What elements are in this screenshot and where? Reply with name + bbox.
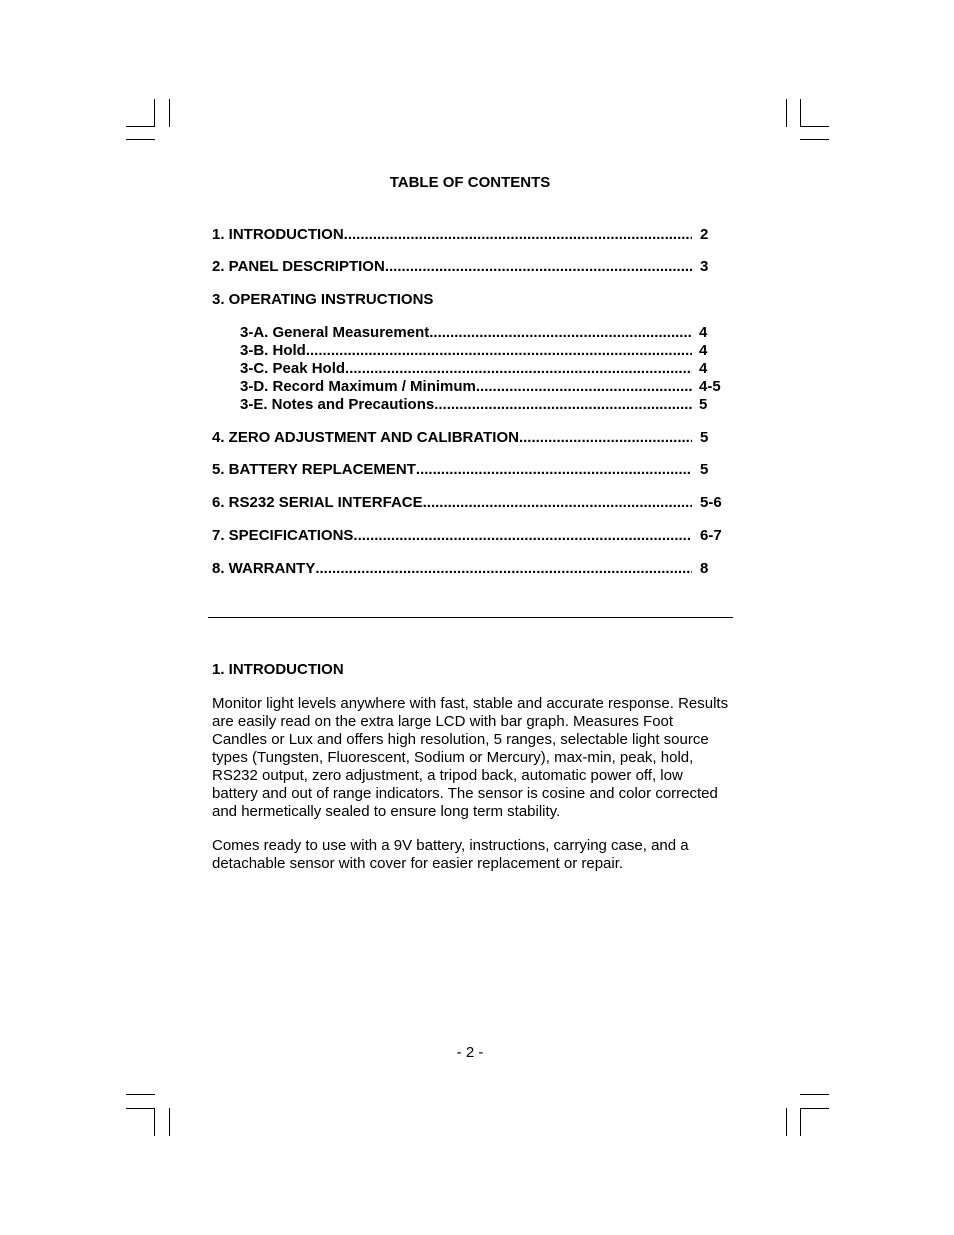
toc-entry[interactable] [212, 527, 692, 545]
toc-leader [476, 378, 692, 395]
toc-subentry[interactable] [240, 324, 692, 342]
toc-entry-page: 8 [700, 560, 709, 577]
page-number: - 2 - [456, 1044, 484, 1061]
section-divider [208, 617, 733, 618]
toc-leader [519, 429, 692, 446]
toc-entry-page: 4 [699, 342, 708, 359]
toc-leader [434, 396, 692, 413]
toc-entry-label: 8. WARRANTY [212, 560, 316, 577]
introduction-heading: 1. INTRODUCTION [212, 661, 344, 678]
toc-entry-page: 4 [699, 324, 708, 341]
toc-entry-page: 2 [700, 226, 709, 243]
toc-entry-label: 6. RS232 SERIAL INTERFACE [212, 494, 423, 511]
toc-entry-page: 5 [700, 429, 709, 446]
toc-entry[interactable] [212, 494, 692, 512]
toc-leader [423, 494, 692, 511]
toc-entry[interactable] [212, 291, 692, 309]
toc-leader [306, 342, 692, 359]
toc-entry-page: 6-7 [700, 527, 722, 544]
toc-entry-label: 3. OPERATING INSTRUCTIONS [212, 291, 434, 308]
toc-subentry[interactable] [240, 396, 692, 414]
toc-entry-label: 2. PANEL DESCRIPTION [212, 258, 385, 275]
toc-entry[interactable] [212, 226, 692, 244]
toc-leader [385, 258, 692, 275]
toc-entry-label: 1. INTRODUCTION [212, 226, 344, 243]
toc-entry-label: 3-A. General Measurement [240, 324, 430, 341]
toc-title: TABLE OF CONTENTS [389, 174, 551, 191]
toc-entry-page: 3 [700, 258, 709, 275]
introduction-paragraph: Comes ready to use with a 9V battery, instructions, carrying case, and a detachable sensor with cover for easier replacement or repair. [212, 837, 689, 872]
toc-entry-label: 3-C. Peak Hold [240, 360, 346, 377]
toc-entry-label: 3-E. Notes and Precautions [240, 396, 435, 413]
toc-entry[interactable] [212, 560, 692, 578]
toc-entry-page: 5-6 [700, 494, 722, 511]
toc-subentry[interactable] [240, 342, 692, 360]
toc-entry-label: 4. ZERO ADJUSTMENT AND CALIBRATION [212, 429, 519, 446]
toc-entry-label: 3-D. Record Maximum / Minimum [240, 378, 476, 395]
toc-entry-page: 4 [699, 360, 708, 377]
toc-leader [416, 461, 692, 478]
toc-entry-label: 3-B. Hold [240, 342, 306, 359]
toc-leader [344, 226, 692, 243]
toc-leader [345, 360, 692, 377]
toc-entry[interactable] [212, 429, 692, 447]
toc-subentry[interactable] [240, 378, 692, 396]
toc-entry-page: 5 [699, 396, 708, 413]
introduction-paragraph: Monitor light levels anywhere with fast, stable and accurate response. Results are easily read on the extra large LCD with bar graph. Measures Foot Candles or Lux and offers high resolution, 5 ranges, selectable light source types (Tungsten, Fluorescent, Sodium or Mercury), max-min, peak, hold, RS232 output, zero adjustment, a tripod back, automatic power off, low battery and out of range indicators. The sensor is cosine and color corrected and hermetically sealed to ensure long term stability. [212, 695, 729, 820]
toc-entry-label: 7. SPECIFICATIONS [212, 527, 354, 544]
toc-entry-page: 4-5 [699, 378, 721, 395]
toc-entry[interactable] [212, 258, 692, 276]
toc-leader [353, 527, 692, 544]
toc-leader [429, 324, 692, 341]
toc-leader [315, 560, 692, 577]
toc-entry-label: 5. BATTERY REPLACEMENT [212, 461, 416, 478]
toc-entry[interactable] [212, 461, 692, 479]
toc-entry-page: 5 [700, 461, 709, 478]
toc-subentry[interactable] [240, 360, 692, 378]
